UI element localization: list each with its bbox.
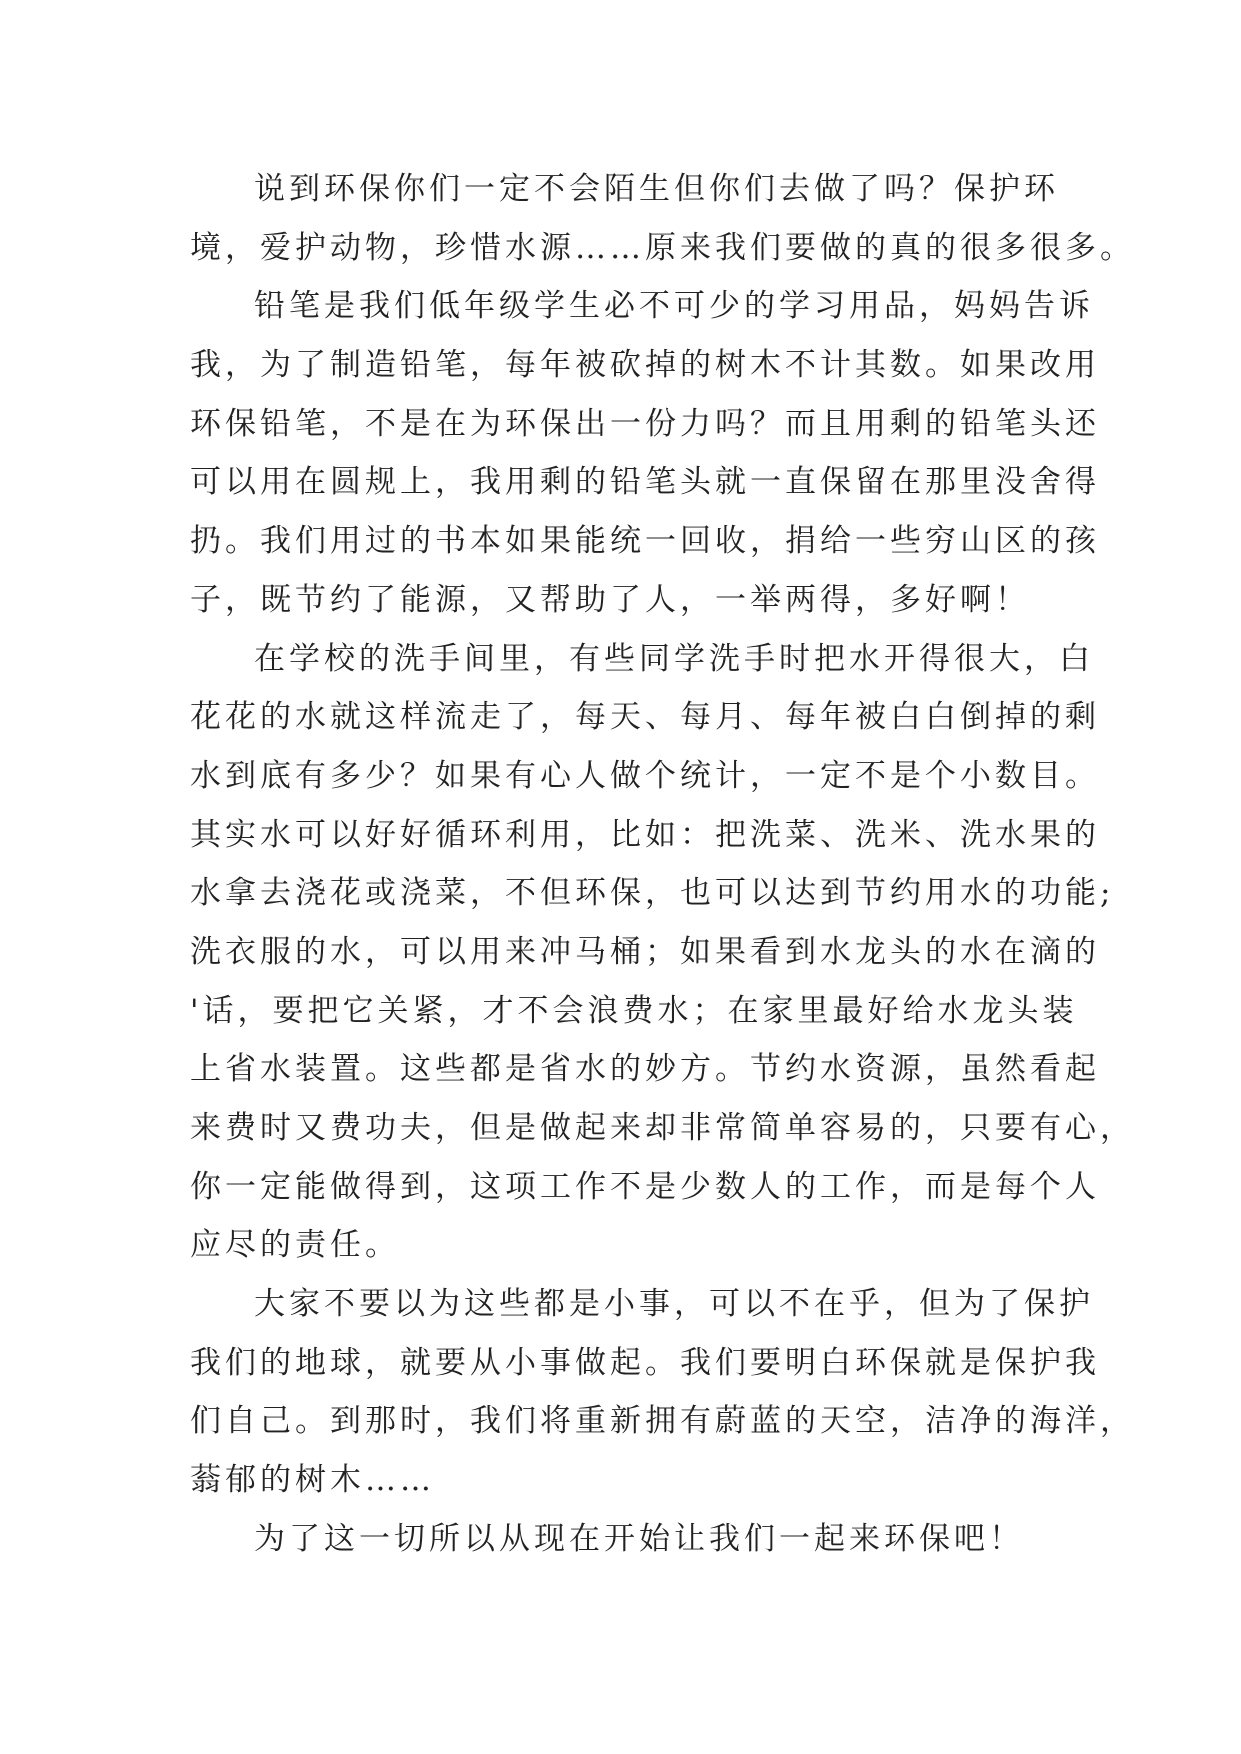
text-line	[190, 1451, 1070, 1510]
line-text: '话，要把它关紧，才不会浪费水；在家里最好给水龙头装	[190, 992, 1078, 1029]
line-text: 其实水可以好好循环利用，比如：把洗菜、洗米、洗水果的	[190, 816, 1100, 853]
line-text: 来费时又费功夫，但是做起来却非常简单容易的，只要有心，	[190, 1110, 1135, 1146]
line-text: 我们的地球，就要从小事做起。我们要明白环保就是保护我	[190, 1344, 1100, 1381]
line-text: 境，爱护动物，珍惜水源……原来我们要做的真的很多很多。	[190, 229, 1135, 266]
text-line	[190, 395, 1100, 454]
line-text: 可以用在圆规上，我用剩的铅笔头就一直保留在那里没舍得	[190, 464, 1100, 501]
line-text: 扔。我们用过的书本如果能统一回收，捐给一些穷山区的孩	[190, 523, 1100, 560]
text-line	[190, 982, 1078, 1041]
text-line	[190, 1510, 1070, 1569]
text-line	[190, 571, 1070, 630]
text-line	[190, 864, 1115, 923]
line-text: 环保铅笔，不是在为环保出一份力吗？而且用剩的铅笔头还	[190, 405, 1100, 442]
text-line	[190, 806, 1100, 865]
line-text: 说到环保你们一定不会陌生但你们去做了吗？保护环	[254, 171, 1059, 207]
text-line	[190, 219, 1135, 278]
line-text: 为了这一切所以从现在开始让我们一起来环保吧！	[254, 1520, 1024, 1557]
line-text: 们自己。到那时，我们将重新拥有蔚蓝的天空，洁净的海洋，	[190, 1403, 1135, 1440]
text-line	[190, 1216, 1070, 1275]
text-line	[190, 630, 1094, 689]
line-text: 你一定能做得到，这项工作不是少数人的工作，而是每个人	[190, 1168, 1100, 1205]
text-line	[190, 1040, 1100, 1099]
line-text: 子，既节约了能源，又帮助了人，一举两得，多好啊！	[190, 581, 1030, 618]
text-line	[190, 453, 1100, 512]
text-line	[190, 160, 1070, 219]
line-text: 大家不要以为这些都是小事，可以不在乎，但为了保护	[254, 1286, 1094, 1323]
text-line	[190, 277, 1094, 336]
text-line	[190, 1275, 1094, 1334]
text-line	[190, 1392, 1135, 1451]
line-text: 蓊郁的树木……	[190, 1462, 435, 1499]
line-text: 我，为了制造铅笔，每年被砍掉的树木不计其数。如果改用	[190, 347, 1100, 384]
line-text: 水拿去浇花或浇菜，不但环保，也可以达到节约用水的功能;	[190, 875, 1115, 912]
line-text: 铅笔是我们低年级学生必不可少的学习用品，妈妈告诉	[254, 288, 1094, 325]
text-line	[190, 1334, 1100, 1393]
text-line	[190, 336, 1100, 395]
line-text: 在学校的洗手间里，有些同学洗手时把水开得很大，白	[254, 640, 1094, 677]
line-text: 洗衣服的水，可以用来冲马桶；如果看到水龙头的水在滴的	[190, 933, 1100, 970]
text-line	[190, 688, 1100, 747]
text-line	[190, 923, 1100, 982]
text-line	[190, 1099, 1135, 1158]
text-line	[190, 1158, 1100, 1217]
text-line	[190, 512, 1100, 571]
line-text: 应尽的责任。	[190, 1227, 400, 1264]
line-text: 花花的水就这样流走了，每天、每月、每年被白白倒掉的剩	[190, 699, 1100, 736]
line-text: 水到底有多少？如果有心人做个统计，一定不是个小数目。	[190, 757, 1100, 794]
essay-body	[190, 160, 1135, 1569]
text-line	[190, 747, 1100, 806]
line-text: 上省水装置。这些都是省水的妙方。节约水资源，虽然看起	[190, 1051, 1100, 1088]
